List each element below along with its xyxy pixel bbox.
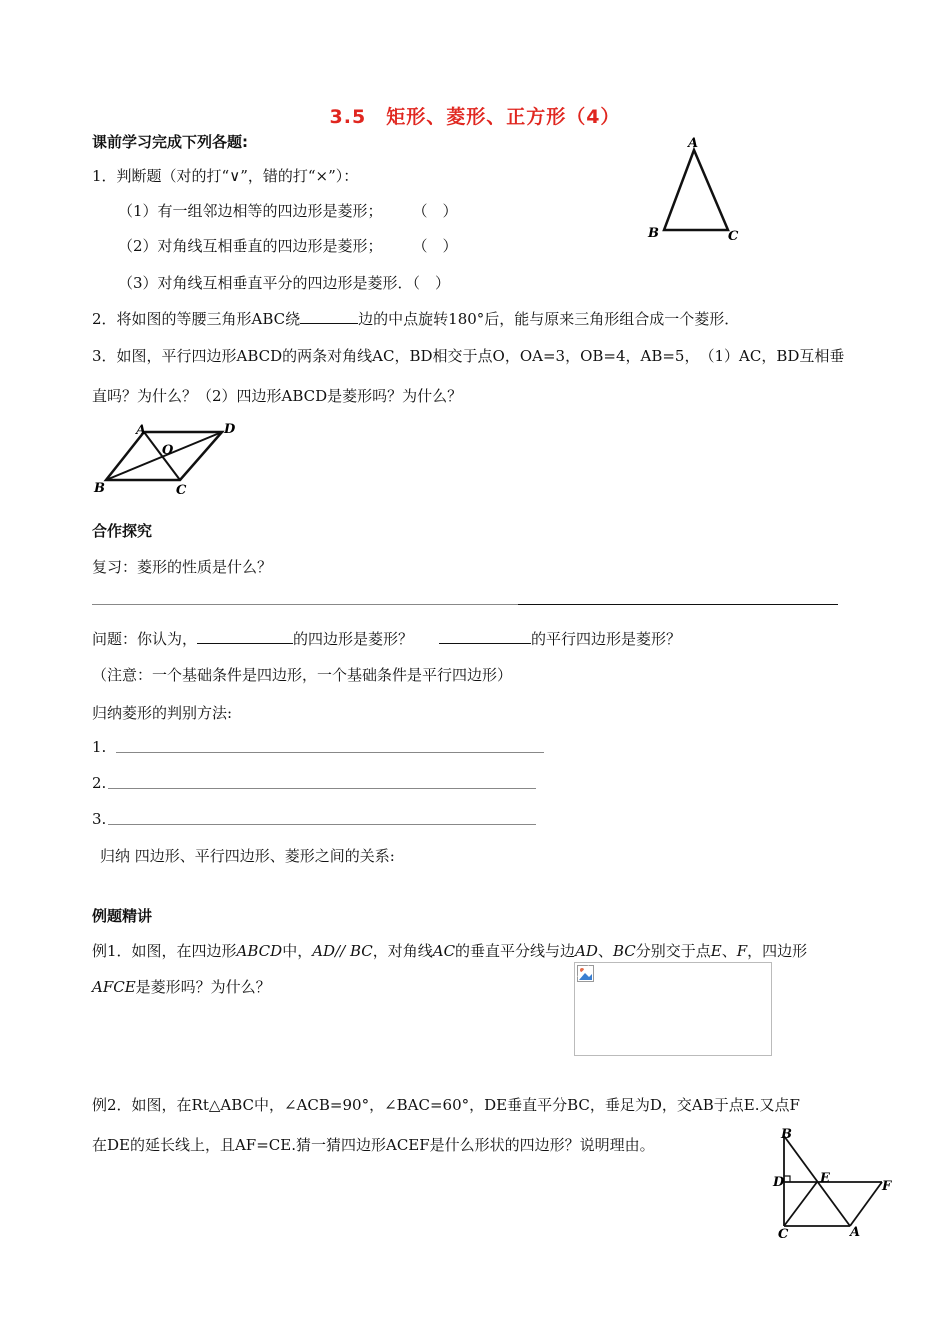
label-a: A (136, 423, 147, 438)
right-angle-mark (784, 1176, 790, 1182)
label-o: O (162, 443, 174, 458)
label-c: C (728, 229, 739, 244)
examples-heading: 例题精讲 (92, 907, 153, 925)
example-1-text: ，四边形 (747, 942, 808, 960)
label-f: F (882, 1179, 892, 1194)
summary-heading: 归纳菱形的判别方法: (92, 704, 233, 722)
question-2-blank[interactable] (300, 309, 358, 324)
parallelogram-figure (92, 418, 252, 498)
relation-summary: 归纳 四边形、平行四边形、菱形之间的关系: (100, 847, 395, 865)
broken-image-icon (577, 965, 595, 983)
label-c: C (176, 483, 187, 498)
label-b: B (781, 1127, 792, 1142)
segment-ce (784, 1182, 817, 1226)
question-2-text-b: 边的中点旋转180°后，能与原来三角形组合成一个菱形． (358, 310, 740, 328)
label-b: B (94, 481, 105, 496)
example-1-ad: AD (575, 942, 598, 960)
example-1-text: 是菱形吗？为什么？ (135, 978, 271, 996)
example-1-text: 中， (282, 942, 313, 960)
review-answer-line-right[interactable] (518, 604, 838, 605)
method-1-line[interactable] (116, 752, 544, 753)
example-1-text: ，对角线 (372, 942, 433, 960)
triangle-shape (664, 150, 728, 230)
question-2 (92, 308, 739, 329)
cooperation-heading: 合作探究 (92, 522, 153, 540)
example-2-line-1: 例2．如图，在Rt△ABC中，∠ACB=90°，∠BAC=60°，DE垂直平分BC，垂足为D，交AB于点E.又点F (92, 1096, 800, 1114)
broken-image-placeholder (574, 962, 772, 1056)
label-b: B (648, 226, 659, 241)
question-text-a: 问题：你认为， (92, 630, 198, 648)
example-1-sep: 、 (721, 942, 737, 960)
example-2-line-2: 在DE的延长线上，且AF=CE.猜一猜四边形ACEF是什么形状的四边形？说明理由。 (92, 1136, 655, 1154)
example-1-ad-parallel-bc: AD// BC (312, 942, 373, 960)
method-2-label: 2. (92, 774, 107, 792)
question-1-item-2: （2）对角线互相垂直的四边形是菱形； （ ） (118, 237, 458, 255)
label-a: A (850, 1225, 861, 1240)
question-1-item-3: （3）对角线互相垂直平分的四边形是菱形．（ ） (118, 274, 451, 292)
pre-class-heading: 课前学习完成下列各题: (92, 133, 248, 151)
question-line (92, 628, 681, 649)
question-text-b: 的四边形是菱形？ (293, 630, 414, 648)
example-1-sep: 、 (597, 942, 613, 960)
question-1-item-1: （1）有一组邻边相等的四边形是菱形； （ ） (118, 202, 458, 220)
review-question: 复习：菱形的性质是什么？ (92, 558, 273, 576)
label-d: D (224, 422, 236, 437)
label-c: C (778, 1227, 789, 1240)
label-a: A (688, 136, 699, 151)
example-1-afce: AFCE (92, 978, 136, 996)
isosceles-triangle-figure (640, 134, 750, 246)
question-3-line-1: 3．如图，平行四边形ABCD的两条对角线AC，BD相交于点O，OA=3，OB=4，AB=5， （1）AC，BD互相垂 (92, 347, 845, 365)
right-triangle-figure (770, 1124, 900, 1240)
example-1-text: 分别交于点 (635, 942, 711, 960)
note: （注意：一个基础条件是四边形，一个基础条件是平行四边形） (92, 666, 513, 684)
example-1-abcd: ABCD (236, 942, 283, 960)
question-text-c: 的平行四边形是菱形？ (531, 630, 682, 648)
question-2-text-a: 2．将如图的等腰三角形ABC绕 (92, 310, 301, 328)
example-1-ac: AC (432, 942, 456, 960)
label-e: E (820, 1171, 830, 1186)
method-2-line[interactable] (108, 788, 536, 789)
example-1-text: 例1．如图，在四边形 (92, 942, 237, 960)
example-1-line-2 (92, 976, 271, 997)
example-1-text: 的垂直平分线与边 (455, 942, 576, 960)
question-3-line-2: 直吗？为什么？（2）四边形ABCD是菱形吗？为什么？ (92, 387, 463, 405)
example-1-line-1 (92, 940, 807, 961)
page-title: 3.5 矩形、菱形、正方形（4） (329, 106, 621, 128)
review-answer-line-left[interactable] (92, 604, 518, 605)
method-3-label: 3. (92, 810, 107, 828)
example-1-e: E (710, 942, 722, 960)
question-blank-1[interactable] (197, 629, 293, 644)
method-3-line[interactable] (108, 824, 536, 825)
example-1-bc: BC (612, 942, 636, 960)
label-d: D (773, 1175, 785, 1190)
segment-af (850, 1182, 882, 1226)
method-1-label: 1. (92, 738, 107, 756)
question-blank-2[interactable] (439, 629, 531, 644)
example-1-f: F (736, 942, 748, 960)
question-1: 1．判断题（对的打“∨”，错的打“×”）： (92, 167, 359, 185)
